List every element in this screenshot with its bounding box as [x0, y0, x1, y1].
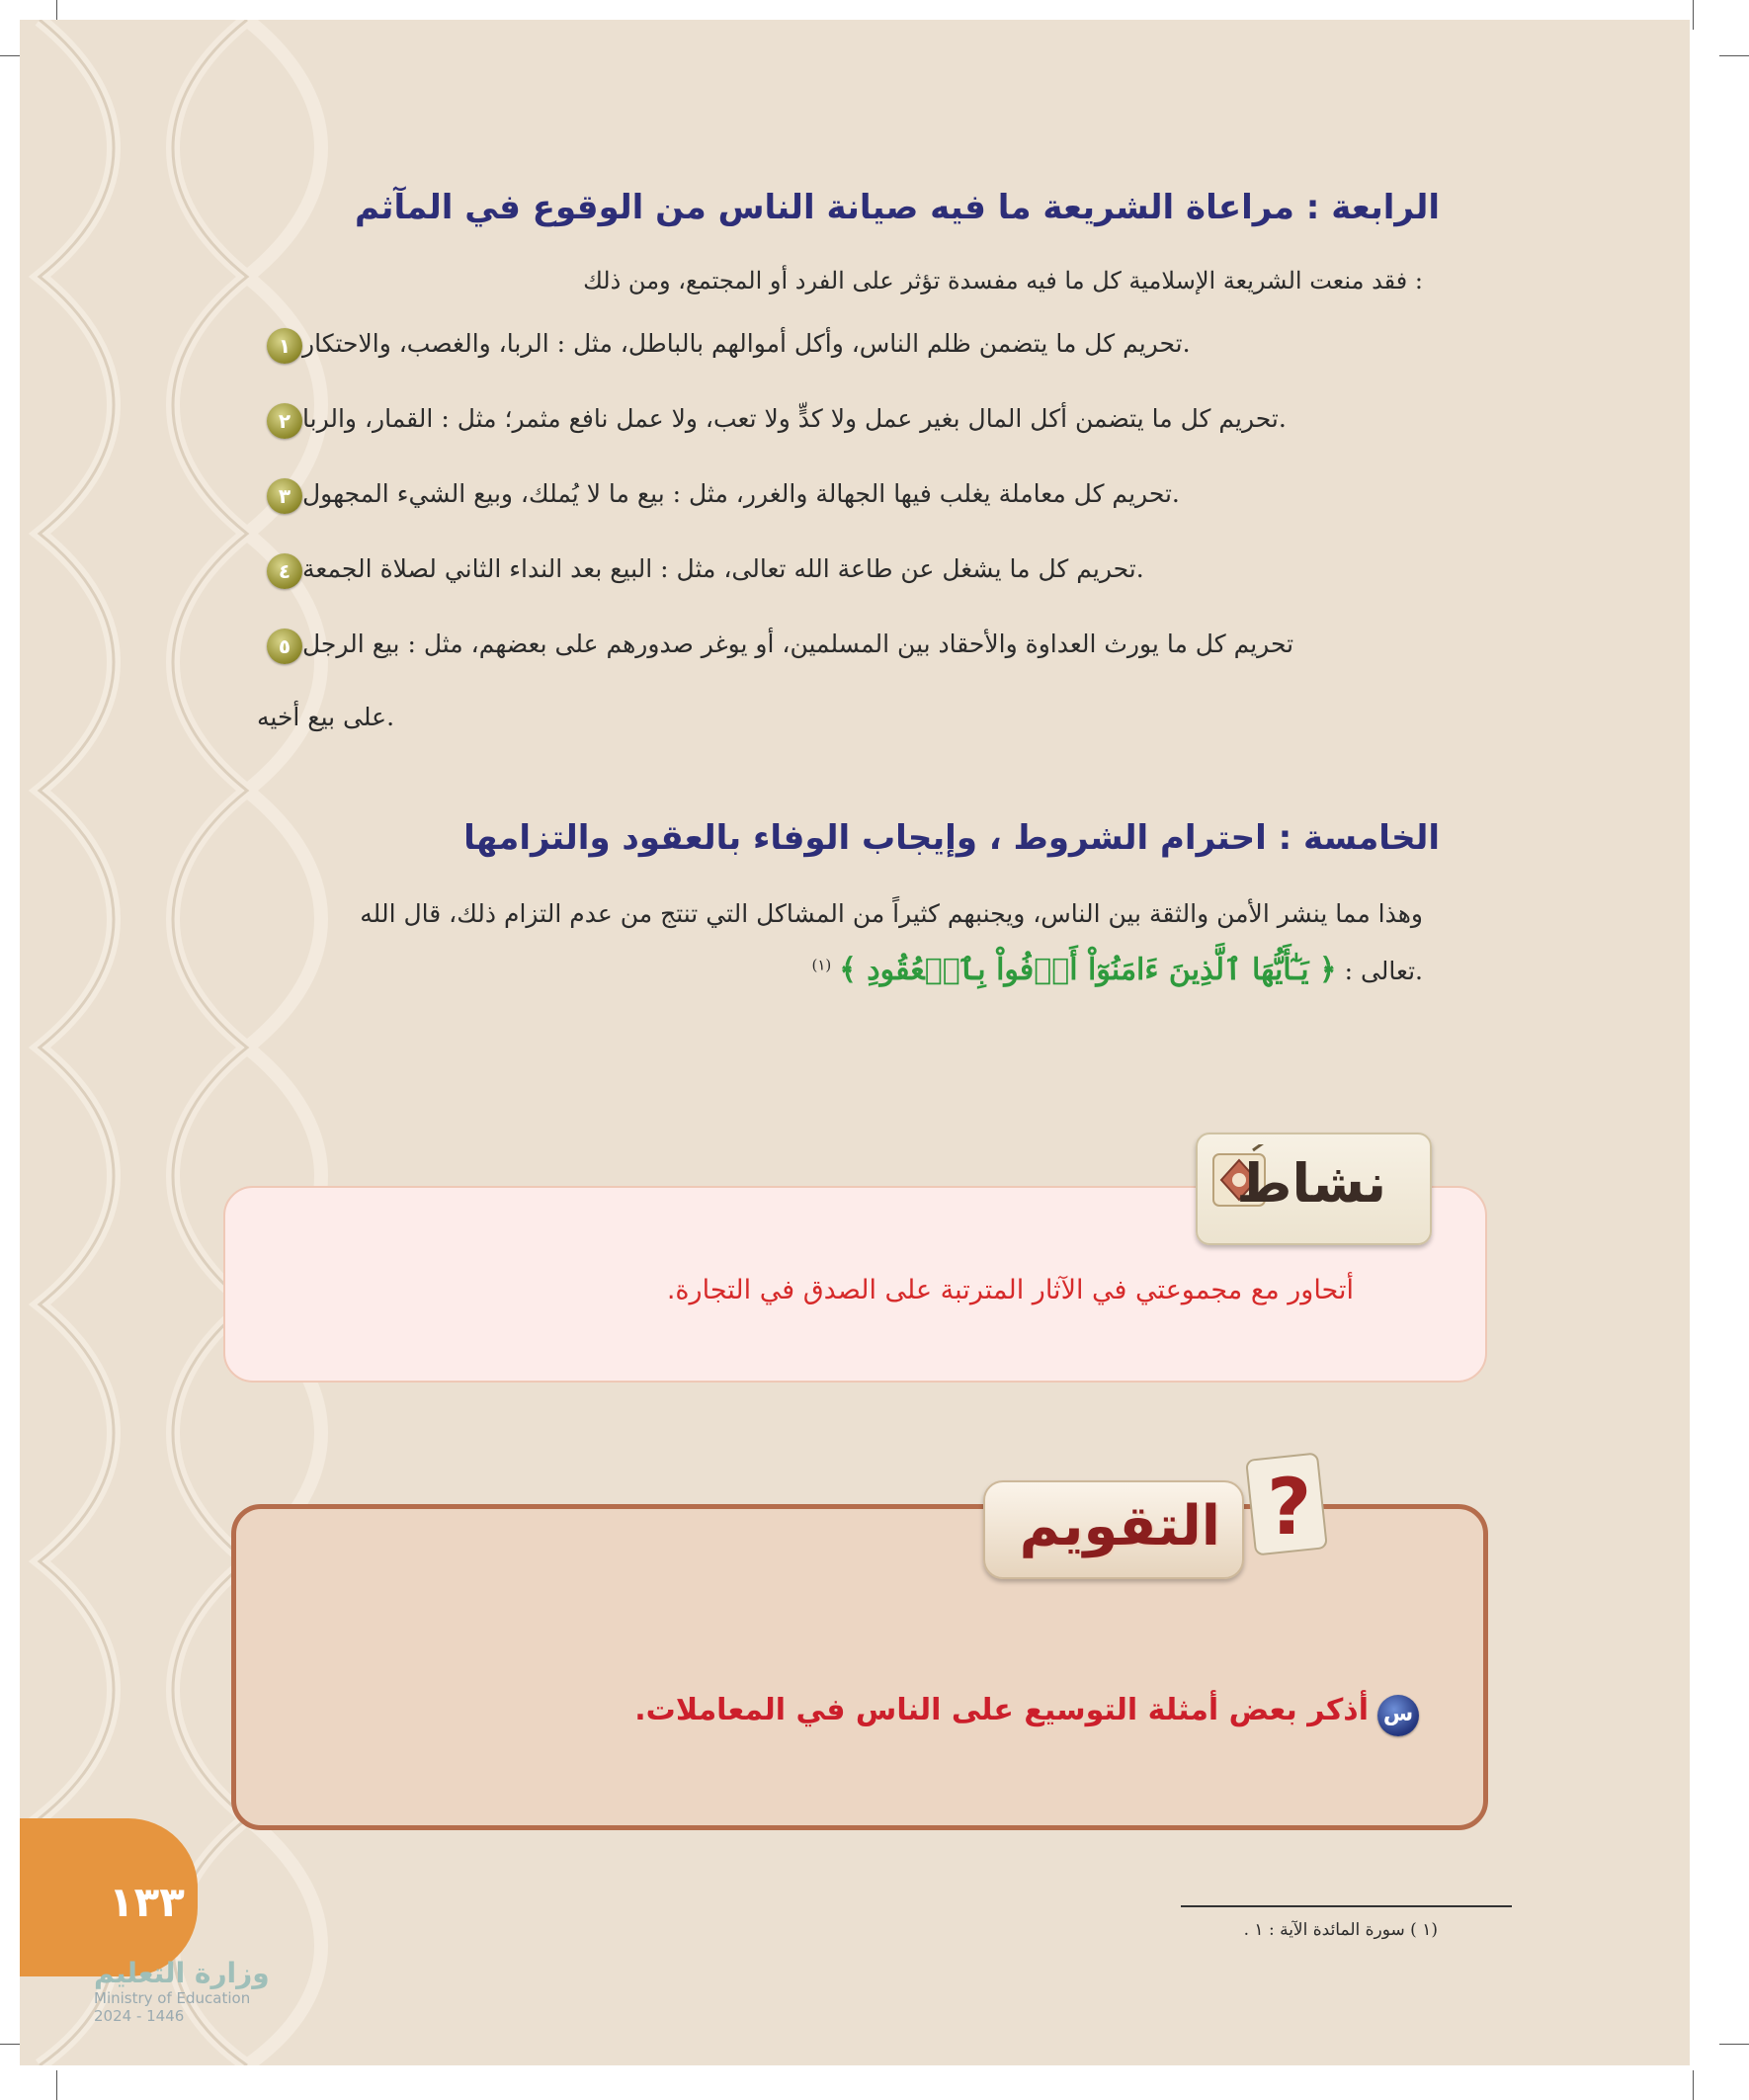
list-item-text: تحريم كل ما يتضمن أكل المال بغير عمل ولا كدٍّ ولا تعب، ولا عمل نافع مثمر؛ مثل : القمار، والربا. [302, 404, 1287, 433]
evaluation-question: أذكر بعض أمثلة التوسيع على الناس في المعاملات. [634, 1693, 1369, 1727]
crop-mark [1693, 2070, 1694, 2100]
crop-mark [1693, 0, 1694, 30]
svg-text:?: ? [1267, 1464, 1312, 1553]
ministry-year: 2024 - 1446 [94, 2007, 185, 2025]
number-badge: ١ [267, 328, 302, 364]
activity-text: أتحاور مع مجموعتي في الآثار المترتبة على الصدق في التجارة. [666, 1275, 1354, 1305]
crop-mark [1719, 55, 1749, 56]
textbook-page [20, 20, 1690, 2065]
section-5-verse-line [811, 953, 1423, 987]
evaluation-title-badge [983, 1480, 1244, 1579]
section-5-heading: الخامسة : احترام الشروط ، وإيجاب الوفاء بالعقود والتزامها [463, 818, 1440, 858]
footnote: (١ ) سورة المائدة الآية : ١ . [1243, 1920, 1438, 1940]
verse-end: . [1415, 957, 1423, 985]
list-item [257, 534, 1440, 605]
ministry-name-arabic: وزارة التعليم [94, 1957, 270, 1989]
list-item-text: تحريم كل ما يتضمن ظلم الناس، وأكل أموالهم بالباطل، مثل : الربا، والغصب، والاحتكار. [302, 329, 1191, 358]
question-mark-icon [1243, 1443, 1332, 1561]
list-item [257, 459, 1440, 530]
list-item [257, 308, 1440, 379]
list-item-text: تحريم كل ما يورث العداوة والأحقاد بين المسلمين، أو يوغر صدورهم على بعضهم، مثل : بيع الرجل [302, 630, 1294, 658]
section-5-paragraph: وهذا مما ينشر الأمن والثقة بين الناس، ويجنبهم كثيراً من المشاكل التي تنتج من عدم التزام ذلك، قال الله [360, 899, 1423, 928]
quran-verse: ﴿ يَـٰٓأَيُّهَا ٱلَّذِينَ ءَامَنُوٓاْ أَوۡفُواْ بِٱلۡعُقُودِ ﴾ [839, 953, 1337, 987]
list-item [257, 383, 1440, 455]
footnote-reference: (١) [811, 956, 832, 974]
evaluation-title: التقويم [1019, 1494, 1220, 1558]
number-badge: ٣ [267, 478, 302, 514]
number-badge: ٤ [267, 553, 302, 589]
list-item-continuation: على بيع أخيه. [257, 703, 395, 731]
number-badge: ٢ [267, 403, 302, 439]
list-item [257, 609, 1440, 680]
section-4-heading: الرابعة : مراعاة الشريعة ما فيه صيانة الناس من الوقوع في المآثم [355, 188, 1440, 227]
number-badge: ٥ [267, 629, 302, 664]
ministry-logo [94, 1957, 270, 2025]
list-item-text: تحريم كل معاملة يغلب فيها الجهالة والغرر، مثل : بيع ما لا يُملك، وبيع الشيء المجهول. [302, 479, 1180, 508]
crop-mark [56, 2070, 57, 2100]
verse-prefix: تعالى : [1344, 957, 1416, 985]
question-badge: س [1377, 1695, 1419, 1736]
ministry-name-english: Ministry of Education [94, 1989, 251, 2007]
crop-mark [1719, 2044, 1749, 2045]
activity-title: نشاط [1236, 1152, 1386, 1215]
footnote-divider [1181, 1905, 1512, 1907]
activity-title-badge [1196, 1133, 1432, 1245]
list-item-text: تحريم كل ما يشغل عن طاعة الله تعالى، مثل : البيع بعد النداء الثاني لصلاة الجمعة. [302, 554, 1144, 583]
section-4-intro: فقد منعت الشريعة الإسلامية كل ما فيه مفسدة تؤثر على الفرد أو المجتمع، ومن ذلك : [583, 267, 1423, 294]
page-number: ١٣٣ [109, 1878, 185, 1926]
